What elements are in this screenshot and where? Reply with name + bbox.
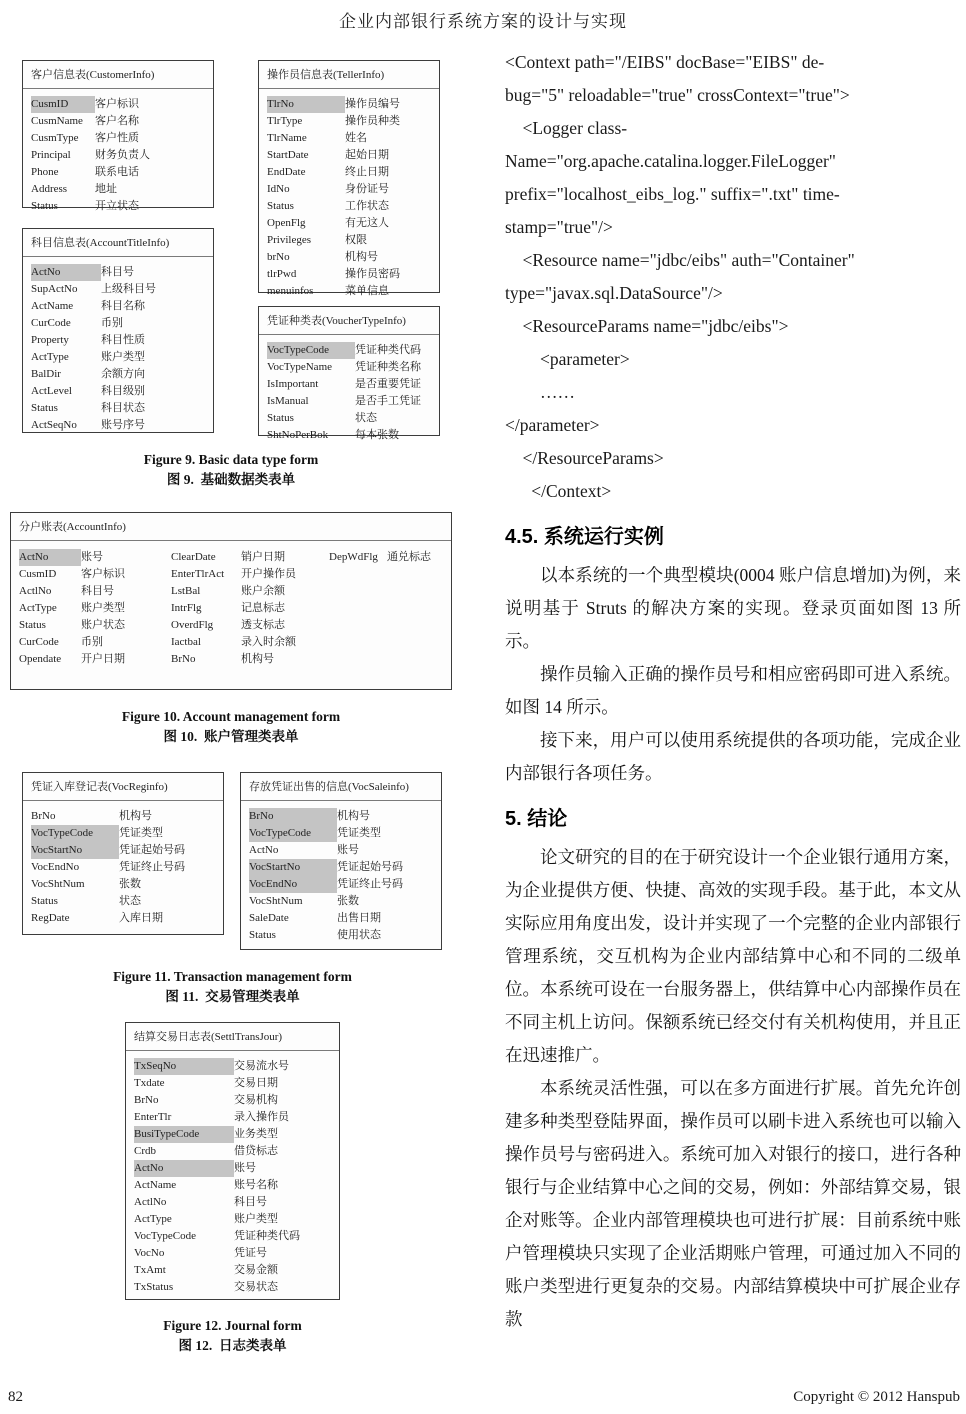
field-row — [267, 427, 431, 444]
field-row — [31, 281, 205, 298]
figure9-caption-zh: 图 9. 基础数据类表单 — [166, 472, 296, 487]
accountinfo-columns — [19, 549, 443, 668]
field-row — [31, 808, 215, 825]
field-row — [267, 410, 431, 427]
field-name: VocTypeCode — [249, 825, 337, 842]
field-row — [267, 164, 431, 181]
field-name: VocStartNo — [249, 859, 337, 876]
field-desc: 币别 — [101, 317, 123, 329]
field-desc: 开户操作员 — [241, 568, 296, 580]
field-desc: 科目号 — [101, 266, 134, 278]
field-row — [31, 842, 215, 859]
field-name: TlrNo — [267, 96, 345, 113]
field-name: OpenFlg — [267, 217, 306, 229]
field-desc: 交易机构 — [234, 1094, 278, 1106]
field-desc: 科目性质 — [101, 334, 145, 346]
field-name: TxStatus — [134, 1281, 174, 1293]
field-name: BrNo — [134, 1094, 159, 1106]
field-desc: 交易状态 — [234, 1281, 278, 1293]
page-number: 82 — [8, 1389, 23, 1405]
field-name: VocShtNum — [31, 878, 85, 890]
field-row — [31, 825, 215, 842]
paragraph: 论文研究的目的在于研究设计一个企业银行通用方案，为企业提供方便、快捷、高效的实现手段。基于此，本文从实际应用角度出发，设计并实现了一个完整的企业内部银行管理系统，交互机构为企业内部结算中心和不同的二级单位。本系统可设在一台服务器上，供结算中心内部操作员在不同主机上访问。保额系统已经交付有关机构使用，并且正在迅速推广。 — [505, 847, 961, 1065]
field-name: IsManual — [267, 395, 309, 407]
field-desc: 科目号 — [234, 1196, 267, 1208]
paragraph: 本系统灵活性强，可以在多方面进行扩展。首先允许创建多种类型登陆界面，操作员可以刷卡进入系统也可以输入操作员号与密码进入。系统可加入对银行的接口，进行各种银行与企业结算中心之间的交易，例如：外部结算交易，银企对账等。企业内部管理模块也可进行扩展：目前系统中账户管理模块只实现了企业活期账户管理，可通过加入不同的账户类型进行更复杂的交易。内部结算模块中可扩展企业存款 — [505, 1078, 961, 1329]
field-desc: 身份证号 — [345, 183, 389, 195]
field-name: TxSeqNo — [134, 1058, 234, 1075]
field-name: TlrType — [267, 115, 303, 127]
field-row — [171, 600, 329, 617]
field-desc: 账户余额 — [241, 585, 285, 597]
field-desc: 账号 — [234, 1162, 256, 1174]
field-name: Status — [31, 402, 58, 414]
field-name: IsImportant — [267, 378, 319, 390]
form-vocsaleinfo — [240, 772, 442, 950]
field-row — [267, 266, 431, 283]
figure11-caption-zh: 图 11. 交易管理类表单 — [165, 989, 300, 1004]
field-desc: 录入时余额 — [241, 636, 296, 648]
field-desc: 开户日期 — [81, 653, 125, 665]
field-row — [31, 315, 205, 332]
field-desc: 地址 — [95, 183, 117, 195]
field-row — [19, 600, 171, 617]
field-row — [134, 1245, 331, 1262]
field-name: VocEndNo — [31, 861, 80, 873]
field-row — [31, 893, 215, 910]
field-row — [329, 549, 441, 566]
form-customerinfo — [22, 60, 214, 212]
field-name: OverdFlg — [171, 619, 214, 631]
field-desc: 状态 — [355, 412, 377, 424]
copyright: Copyright © 2012 Hanspub — [793, 1389, 960, 1405]
form-title: 凭证种类表(VoucherTypeInfo) — [259, 312, 439, 335]
form-title: 结算交易日志表(SettlTransJour) — [126, 1028, 339, 1051]
field-desc: 借贷标志 — [234, 1145, 278, 1157]
field-desc: 姓名 — [345, 132, 367, 144]
field-name: menuinfos — [267, 285, 314, 297]
field-row — [31, 198, 205, 215]
figure10-caption-en: Figure 10. Account management form — [121, 709, 341, 724]
section-4-5-heading: 4.5. 系统运行实例 — [505, 526, 664, 548]
field-name: Status — [267, 200, 294, 212]
form-title: 分户账表(AccountInfo) — [11, 518, 451, 541]
field-desc: 科目状态 — [101, 402, 145, 414]
field-name: Phone — [31, 166, 59, 178]
field-name: ActType — [31, 351, 69, 363]
field-row — [171, 549, 329, 566]
field-name: Txdate — [134, 1077, 165, 1089]
field-row — [267, 147, 431, 164]
form-title: 客户信息表(CustomerInfo) — [23, 66, 213, 89]
field-row — [249, 808, 433, 825]
form-vocreginfo — [22, 772, 224, 935]
field-desc: 账户状态 — [81, 619, 125, 631]
figure12-caption-zh: 图 12. 日志类表单 — [178, 1338, 287, 1353]
field-desc: 账户类型 — [234, 1213, 278, 1225]
field-row — [31, 130, 205, 147]
field-desc: 机构号 — [119, 810, 152, 822]
field-name: DepWdFlg — [329, 551, 378, 563]
figure10-caption — [10, 707, 452, 747]
field-desc: 通兑标志 — [387, 551, 431, 563]
field-row — [134, 1058, 331, 1075]
field-desc: 凭证类型 — [337, 827, 381, 839]
field-desc: 凭证类型 — [119, 827, 163, 839]
field-desc: 账号名称 — [234, 1179, 278, 1191]
field-row — [249, 893, 433, 910]
form-accounttitleinfo — [22, 228, 214, 433]
right-column — [505, 46, 961, 1336]
field-row — [134, 1109, 331, 1126]
field-desc: 记息标志 — [241, 602, 285, 614]
field-desc: 是否手工凭证 — [355, 395, 421, 407]
field-desc: 状态 — [119, 895, 141, 907]
section-5-body — [505, 841, 961, 1336]
field-name: RegDate — [31, 912, 70, 924]
field-row — [249, 876, 433, 893]
code-line: </Context> — [505, 481, 612, 501]
field-row — [31, 876, 215, 893]
field-desc: 交易金额 — [234, 1264, 278, 1276]
field-row — [19, 583, 171, 600]
field-desc: 录入操作员 — [234, 1111, 289, 1123]
field-desc: 是否重要凭证 — [355, 378, 421, 390]
form-tellerinfo — [258, 60, 440, 297]
field-row — [19, 549, 171, 566]
field-desc: 每本张数 — [355, 429, 399, 441]
field-row — [31, 366, 205, 383]
field-row — [31, 264, 205, 281]
field-name: CusmType — [31, 132, 79, 144]
code-line: <Logger class- — [505, 118, 628, 138]
field-name: ActType — [19, 602, 57, 614]
field-row — [267, 342, 431, 359]
field-desc: 菜单信息 — [345, 285, 389, 297]
field-row — [31, 910, 215, 927]
field-name: ActName — [134, 1179, 177, 1191]
field-name: ActLevel — [31, 385, 72, 397]
field-name: Principal — [31, 149, 71, 161]
field-name: CurCode — [31, 317, 71, 329]
field-name: ActlNo — [19, 585, 52, 597]
field-row — [267, 198, 431, 215]
field-desc: 操作员编号 — [345, 98, 400, 110]
xml-config-code — [505, 46, 961, 508]
field-row — [134, 1160, 331, 1177]
code-line: …… — [505, 382, 575, 402]
field-row — [31, 113, 205, 130]
field-row — [249, 927, 433, 944]
code-line: <Resource name="jdbc/eibs" auth="Container" — [505, 250, 855, 270]
field-desc: 账号 — [337, 844, 359, 856]
field-row — [171, 651, 329, 668]
accountinfo-col1 — [19, 549, 171, 668]
code-line: bug="5" reloadable="true" crossContext="true"> — [505, 85, 850, 105]
field-row — [31, 383, 205, 400]
field-row — [19, 566, 171, 583]
field-name: Status — [31, 200, 58, 212]
field-name: EndDate — [267, 166, 306, 178]
field-row — [31, 417, 205, 434]
field-row — [267, 359, 431, 376]
field-name: ActNo — [249, 844, 279, 856]
field-desc: 凭证号 — [234, 1247, 267, 1259]
figure11-caption-en: Figure 11. Transaction management form — [113, 969, 352, 984]
field-row — [267, 181, 431, 198]
field-row — [134, 1126, 331, 1143]
field-name: brNo — [267, 251, 290, 263]
paragraph: 操作员输入正确的操作员号和相应密码即可进入系统。如图 14 所示。 — [505, 664, 961, 717]
field-desc: 凭证种类代码 — [234, 1230, 300, 1242]
field-row — [249, 842, 433, 859]
form-title: 存放凭证出售的信息(VocSaleinfo) — [241, 778, 441, 801]
field-row — [31, 859, 215, 876]
field-name: ActNo — [134, 1160, 234, 1177]
field-desc: 客户标识 — [81, 568, 125, 580]
field-desc: 账户类型 — [81, 602, 125, 614]
figure9-caption — [10, 450, 452, 490]
field-name: Iactbal — [171, 636, 201, 648]
field-row — [267, 283, 431, 300]
form-title: 凭证入库登记表(VocReginfo) — [23, 778, 223, 801]
code-line: <Context path="/EIBS" docBase="EIBS" de- — [505, 52, 825, 72]
field-row — [171, 566, 329, 583]
field-name: TlrName — [267, 132, 307, 144]
field-desc: 交易日期 — [234, 1077, 278, 1089]
field-name: ActSeqNo — [31, 419, 77, 431]
field-desc: 权限 — [345, 234, 367, 246]
field-name: VocStartNo — [31, 842, 119, 859]
field-row — [267, 113, 431, 130]
field-desc: 账户类型 — [101, 351, 145, 363]
field-desc: 销户日期 — [241, 551, 285, 563]
field-row — [31, 332, 205, 349]
field-name: LstBal — [171, 585, 201, 597]
section-5-heading: 5. 结论 — [505, 808, 568, 830]
field-desc: 工作状态 — [345, 200, 389, 212]
code-line: prefix="localhost_eibs_log." suffix=".txt" time- — [505, 184, 840, 204]
code-line: type="javax.sql.DataSource"/> — [505, 283, 723, 303]
field-name: EnterTlr — [134, 1111, 172, 1123]
accountinfo-col2 — [171, 549, 329, 668]
field-row — [31, 147, 205, 164]
field-name: ClearDate — [171, 551, 216, 563]
paragraph: 接下来，用户可以使用系统提供的各项功能，完成企业内部银行各项任务。 — [505, 730, 961, 783]
field-desc: 账号序号 — [101, 419, 145, 431]
field-desc: 机构号 — [345, 251, 378, 263]
field-name: CusmID — [19, 568, 57, 580]
field-desc: 币别 — [81, 636, 103, 648]
field-desc: 入库日期 — [119, 912, 163, 924]
code-line: </parameter> — [505, 415, 600, 435]
field-row — [267, 130, 431, 147]
field-desc: 科目号 — [81, 585, 114, 597]
field-row — [249, 825, 433, 842]
field-desc: 账号 — [81, 551, 103, 563]
field-desc: 张数 — [337, 895, 359, 907]
field-desc: 机构号 — [337, 810, 370, 822]
figure12-caption-en: Figure 12. Journal form — [163, 1318, 302, 1333]
field-row — [171, 583, 329, 600]
field-name: VocTypeCode — [134, 1230, 196, 1242]
field-name: ActlNo — [134, 1196, 167, 1208]
field-name: VocNo — [134, 1247, 165, 1259]
field-name: tlrPwd — [267, 268, 297, 280]
field-row — [267, 215, 431, 232]
figure10-caption-zh: 图 10. 账户管理类表单 — [163, 729, 299, 744]
field-name: IntrFlg — [171, 602, 202, 614]
field-name: CusmName — [31, 115, 83, 127]
field-name: BrNo — [249, 808, 337, 825]
field-name: CusmID — [31, 96, 95, 113]
code-line: <ResourceParams name="jdbc/eibs"> — [505, 316, 789, 336]
field-desc: 机构号 — [241, 653, 274, 665]
field-name: StartDate — [267, 149, 309, 161]
field-name: ActNo — [19, 549, 81, 566]
field-row — [171, 634, 329, 651]
field-desc: 交易流水号 — [234, 1060, 289, 1072]
field-row — [267, 232, 431, 249]
field-name: Privileges — [267, 234, 311, 246]
field-desc: 操作员密码 — [345, 268, 400, 280]
field-row — [134, 1228, 331, 1245]
figure11-caption — [10, 967, 455, 1007]
field-desc: 凭证起始号码 — [337, 861, 403, 873]
field-desc: 客户标识 — [95, 98, 139, 110]
field-name: Address — [31, 183, 68, 195]
field-name: VocEndNo — [249, 876, 337, 893]
field-desc: 使用状态 — [337, 929, 381, 941]
field-name: Opendate — [19, 653, 62, 665]
field-row — [171, 617, 329, 634]
field-desc: 终止日期 — [345, 166, 389, 178]
field-row — [249, 910, 433, 927]
field-desc: 凭证终止号码 — [337, 878, 403, 890]
field-desc: 开立状态 — [95, 200, 139, 212]
form-vouchertypeinfo — [258, 306, 440, 441]
field-row — [267, 376, 431, 393]
field-desc: 凭证种类代码 — [355, 344, 421, 356]
form-settltransjour — [125, 1022, 340, 1300]
field-name: BusiTypeCode — [134, 1126, 234, 1143]
field-name: SupActNo — [31, 283, 78, 295]
field-desc: 操作员种类 — [345, 115, 400, 127]
field-name: Status — [31, 895, 58, 907]
figure12-caption — [10, 1316, 455, 1356]
field-row — [19, 617, 171, 634]
field-row — [31, 96, 205, 113]
field-row — [249, 859, 433, 876]
code-line: </ResourceParams> — [505, 448, 664, 468]
field-desc: 出售日期 — [337, 912, 381, 924]
field-desc: 余额方向 — [101, 368, 145, 380]
field-name: EnterTlrAct — [171, 568, 225, 580]
field-row — [267, 249, 431, 266]
field-row — [19, 651, 171, 668]
field-desc: 业务类型 — [234, 1128, 278, 1140]
form-accountinfo — [10, 512, 452, 690]
field-name: IdNo — [267, 183, 290, 195]
field-row — [134, 1194, 331, 1211]
field-desc: 科目名称 — [101, 300, 145, 312]
field-name: BrNo — [171, 653, 196, 665]
field-row — [19, 634, 171, 651]
field-row — [267, 96, 431, 113]
field-name: VocTypeCode — [267, 342, 355, 359]
code-line: Name="org.apache.catalina.logger.FileLogger" — [505, 151, 836, 171]
field-desc: 凭证起始号码 — [119, 844, 185, 856]
field-desc: 财务负责人 — [95, 149, 150, 161]
field-desc: 透支标志 — [241, 619, 285, 631]
field-desc: 张数 — [119, 878, 141, 890]
field-row — [31, 164, 205, 181]
field-name: VocShtNum — [249, 895, 303, 907]
field-row — [31, 181, 205, 198]
field-name: Crdb — [134, 1145, 156, 1157]
form-title: 科目信息表(AccountTitleInfo) — [23, 234, 213, 257]
field-name: BalDir — [31, 368, 61, 380]
field-name: SaleDate — [249, 912, 289, 924]
figure9-caption-en: Figure 9. Basic data type form — [143, 452, 319, 467]
field-desc: 有无这人 — [345, 217, 389, 229]
field-desc: 起始日期 — [345, 149, 389, 161]
page-title: 企业内部银行系统方案的设计与实现 — [339, 12, 627, 31]
field-row — [31, 349, 205, 366]
paragraph: 以本系统的一个典型模块(0004 账户信息增加)为例，来说明基于 Struts 的解决方案的实现。登录页面如图 13 所示。 — [505, 565, 961, 651]
code-line: stamp="true"/> — [505, 217, 613, 237]
field-row — [31, 298, 205, 315]
field-name: ActName — [31, 300, 74, 312]
accountinfo-col3 — [329, 549, 441, 668]
field-row — [134, 1075, 331, 1092]
field-row — [134, 1143, 331, 1160]
field-name: VocTypeCode — [31, 825, 119, 842]
field-desc: 凭证终止号码 — [119, 861, 185, 873]
field-desc: 客户名称 — [95, 115, 139, 127]
field-desc: 上级科目号 — [101, 283, 156, 295]
field-row — [134, 1177, 331, 1194]
form-title: 操作员信息表(TellerInfo) — [259, 66, 439, 89]
field-name: ActType — [134, 1213, 172, 1225]
field-row — [267, 393, 431, 410]
field-desc: 客户性质 — [95, 132, 139, 144]
field-desc: 凭证种类名称 — [355, 361, 421, 373]
field-name: ShtNoPerBok — [267, 429, 329, 441]
field-desc: 科目级别 — [101, 385, 145, 397]
field-name: Property — [31, 334, 69, 346]
field-row — [31, 400, 205, 417]
field-name: VocTypeName — [267, 361, 333, 373]
field-name: Status — [249, 929, 276, 941]
field-row — [134, 1092, 331, 1109]
field-name: TxAmt — [134, 1264, 166, 1276]
field-row — [134, 1262, 331, 1279]
field-name: Status — [19, 619, 46, 631]
field-row — [134, 1211, 331, 1228]
field-name: Status — [267, 412, 294, 424]
code-line: <parameter> — [505, 349, 630, 369]
field-row — [134, 1279, 331, 1296]
field-name: CurCode — [19, 636, 59, 648]
field-desc: 联系电话 — [95, 166, 139, 178]
field-name: ActNo — [31, 264, 101, 281]
section-4-5-body — [505, 559, 961, 790]
field-name: BrNo — [31, 810, 56, 822]
